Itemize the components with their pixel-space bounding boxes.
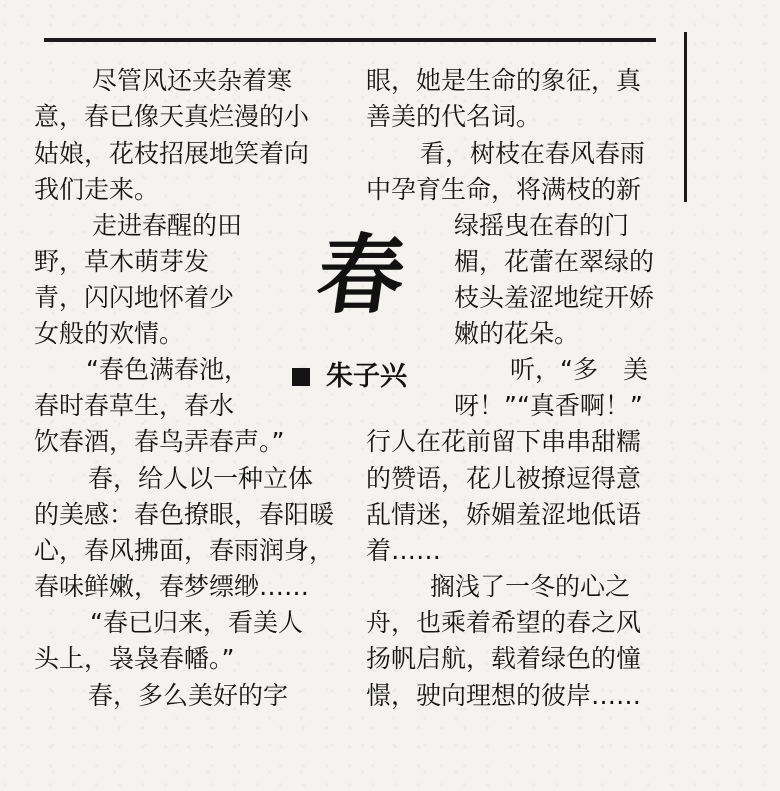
- left-column-line: 我们走来。: [34, 175, 160, 204]
- left-column-line: 女般的欢情。: [34, 319, 185, 348]
- top-rule: [44, 38, 656, 42]
- left-column-line: 的美感：春色撩眼，春阳暖: [34, 500, 335, 529]
- left-column-line: “春已归来，看美人: [90, 608, 303, 637]
- right-column-line: 看，树枝在春风春雨: [420, 139, 646, 168]
- left-column-line: 心，春风拂面，春雨润身，: [34, 536, 335, 565]
- right-column-line: 行人在花前留下串串甜糯: [366, 427, 642, 456]
- right-column-line: 楣，花蕾在翠绿的: [454, 247, 655, 276]
- right-column-line: 搁浅了一冬的心之: [430, 572, 631, 601]
- left-column-line: 头上，袅袅春幡。”: [34, 644, 235, 673]
- left-column-line: 意，春已像天真烂漫的小: [34, 102, 310, 131]
- author-marker-icon: [292, 368, 310, 386]
- right-column-line: 中孕育生命，将满枝的新: [366, 175, 642, 204]
- left-column-line: 走进春醒的田: [92, 211, 243, 240]
- article-title: 春: [310, 225, 412, 326]
- right-column-line: 呀！”“真香啊！”: [454, 391, 643, 420]
- right-column-line: 乱情迷，娇媚羞涩地低语: [366, 500, 642, 529]
- right-column-line: 绿摇曳在春的门: [454, 211, 630, 240]
- right-column-line: 眼，她是生命的象征，真: [366, 66, 642, 95]
- left-column-line: 尽管风还夹杂着寒: [92, 66, 293, 95]
- left-column-line: 野，草木萌芽发: [34, 247, 210, 276]
- right-column-line: 憬，驶向理想的彼岸……: [366, 681, 642, 710]
- left-column-line: 春，给人以一种立体: [88, 464, 314, 493]
- right-column-line: 嫩的花朵。: [454, 319, 580, 348]
- right-column-line: 枝头羞涩地绽开娇: [454, 283, 655, 312]
- left-column-line: 春，多么美好的字: [88, 681, 289, 710]
- right-rule: [684, 32, 687, 202]
- left-column-line: 青，闪闪地怀着少: [34, 283, 235, 312]
- right-column-line: 扬帆启航，载着绿色的憧: [366, 644, 642, 673]
- left-column-line: “春色满春池，: [86, 355, 249, 384]
- right-column-line: 的赞语，花儿被撩逗得意: [366, 464, 642, 493]
- right-column-line: 善美的代名词。: [366, 102, 542, 131]
- left-column-line: 春时春草生，春水: [34, 391, 235, 420]
- left-column-line: 春味鲜嫩，春梦缥缈……: [34, 572, 310, 601]
- left-column-line: 姑娘，花枝招展地笑着向: [34, 139, 310, 168]
- left-column-line: 饮春酒，春鸟弄春声。”: [34, 427, 285, 456]
- right-column-line: 着……: [366, 536, 442, 565]
- right-column-line: 舟，也乘着希望的春之风: [366, 608, 642, 637]
- author-name: 朱子兴: [326, 361, 407, 392]
- right-column-line: 听，“多 美: [510, 355, 648, 384]
